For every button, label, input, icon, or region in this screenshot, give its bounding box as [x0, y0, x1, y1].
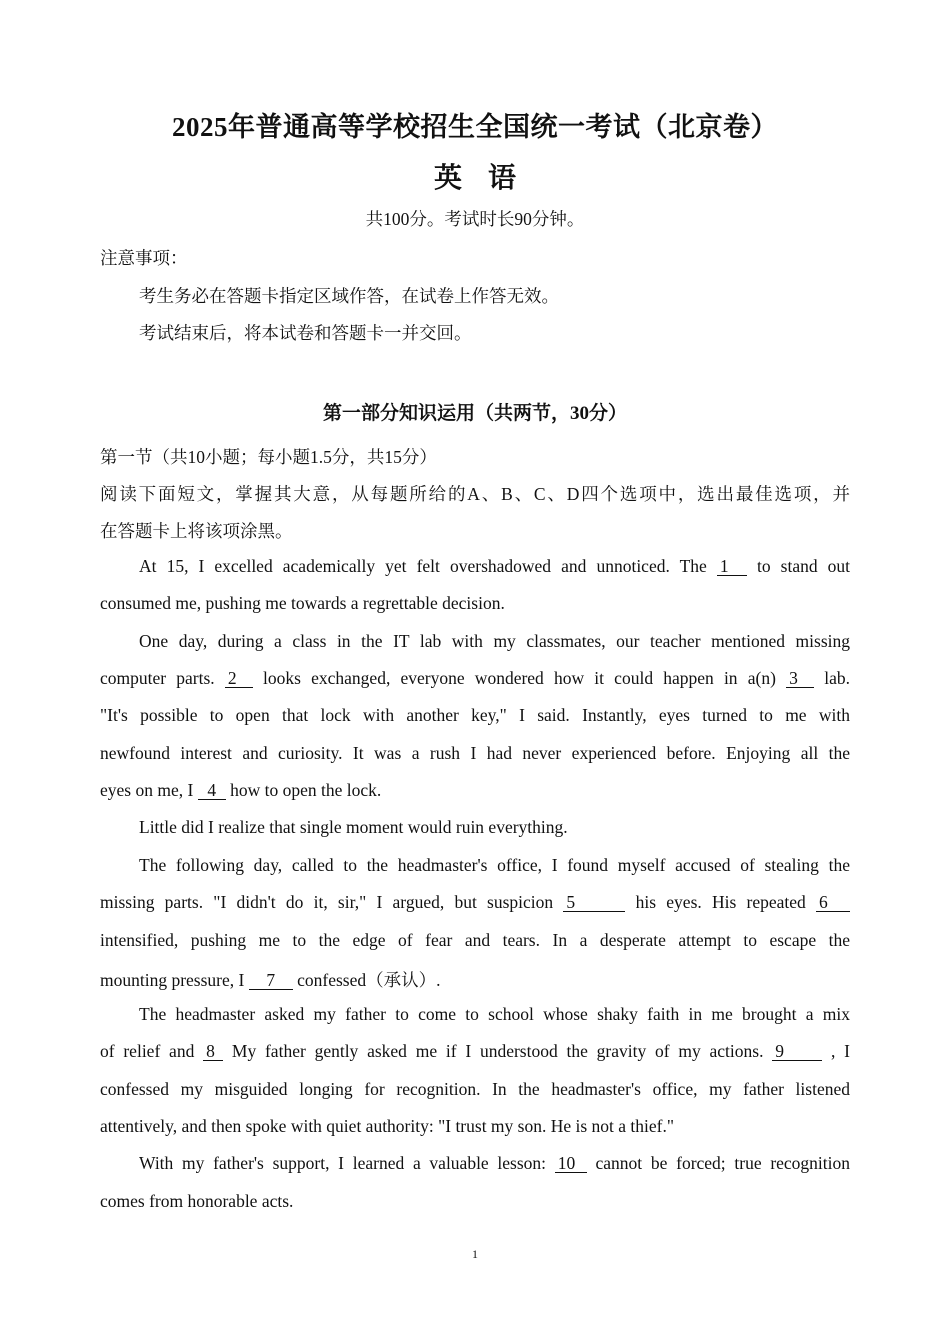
- blank-4: 4: [198, 781, 226, 800]
- passage-line: [100, 1041, 850, 1062]
- passage-line: [139, 1153, 850, 1174]
- passage-text: mounting pressure, I: [100, 970, 245, 990]
- passage-text: missing parts. "I didn't do it, sir," I argued, but suspicion: [100, 892, 554, 912]
- passage-text: My father gently asked me if I understood the gravity of my actions.: [231, 1041, 764, 1061]
- passage-text: confessed（承认）.: [297, 970, 441, 990]
- passage-line: "It's possible to open that lock with another key," I said. Instantly, eyes turned to me with: [100, 705, 850, 725]
- passage-line: comes from honorable acts.: [100, 1191, 294, 1211]
- notice-item: 考生务必在答题卡指定区域作答，在试卷上作答无效。: [139, 286, 559, 306]
- passage-line: [100, 668, 850, 689]
- instruction-line: 在答题卡上将该项涂黑。: [100, 521, 293, 541]
- passage-line: attentively, and then spoke with quiet authority: "I trust my son. He is not a thief.": [100, 1116, 675, 1136]
- passage-text: of relief and: [100, 1041, 195, 1061]
- passage-line: [100, 892, 850, 913]
- passage-line: intensified, pushing me to the edge of fear and tears. In a desperate attempt to escape the: [100, 930, 850, 950]
- passage-line: Little did I realize that single moment would ruin everything.: [139, 817, 568, 837]
- passage-line: The following day, called to the headmaster's office, I found myself accused of stealing the: [139, 855, 850, 875]
- passage-line: The headmaster asked my father to come to school whose shaky faith in me brought a mix: [139, 1004, 850, 1024]
- page-number: 1: [472, 1247, 478, 1261]
- passage-text: With my father's support, I learned a valuable lesson:: [139, 1153, 547, 1173]
- blank-6: 6: [816, 893, 850, 912]
- passage-text: , I: [831, 1041, 850, 1061]
- blank-10: 10: [555, 1154, 587, 1173]
- part-heading: 第一部分知识运用（共两节，30分）: [322, 403, 627, 424]
- passage-text: At 15, I excelled academically yet felt overshadowed and unnoticed. The: [139, 556, 707, 576]
- exam-title: 2025年普通高等学校招生全国统一考试（北京卷）: [172, 112, 778, 142]
- blank-9: 9: [772, 1042, 822, 1061]
- passage-text: to stand out: [756, 556, 851, 576]
- subject-heading: 英语: [433, 163, 542, 194]
- blank-3: 3: [786, 669, 814, 688]
- passage-line: newfound interest and curiosity. It was a rush I had never experienced before. Enjoying all the: [100, 743, 850, 763]
- passage-line: [139, 556, 850, 577]
- notice-heading: 注意事项：: [100, 248, 188, 268]
- section-label: 第一节（共10小题；每小题1.5分，共15分）: [100, 447, 437, 467]
- passage-line: [100, 780, 850, 801]
- passage-text: eyes on me, I: [100, 780, 194, 800]
- blank-7: 7: [249, 971, 293, 990]
- passage-text: his eyes. His repeated: [635, 892, 806, 912]
- blank-8: 8: [203, 1042, 223, 1061]
- passage-line: confessed my misguided longing for recognition. In the headmaster's office, my father listened: [100, 1079, 850, 1099]
- instruction-line: 阅读下面短文，掌握其大意，从每题所给的A、B、C、D四个选项中，选出最佳选项，并: [100, 484, 850, 504]
- exam-info: 共100分。考试时长90分钟。: [365, 209, 585, 229]
- passage-text: looks exchanged, everyone wondered how it could happen in a(n): [263, 668, 776, 688]
- passage-text: lab.: [824, 668, 851, 688]
- notice-item: 考试结束后，将本试卷和答题卡一并交回。: [139, 323, 472, 343]
- passage-line: consumed me, pushing me towards a regrettable decision.: [100, 593, 505, 613]
- passage-text: computer parts.: [100, 668, 215, 688]
- blank-1: 1: [717, 557, 747, 576]
- passage-text: how to open the lock.: [230, 780, 382, 800]
- passage-line: One day, during a class in the IT lab with my classmates, our teacher mentioned missing: [139, 631, 850, 651]
- passage-line: [100, 967, 850, 992]
- passage-text: cannot be forced; true recognition: [595, 1153, 851, 1173]
- blank-5: 5: [563, 893, 625, 912]
- blank-2: 2: [225, 669, 253, 688]
